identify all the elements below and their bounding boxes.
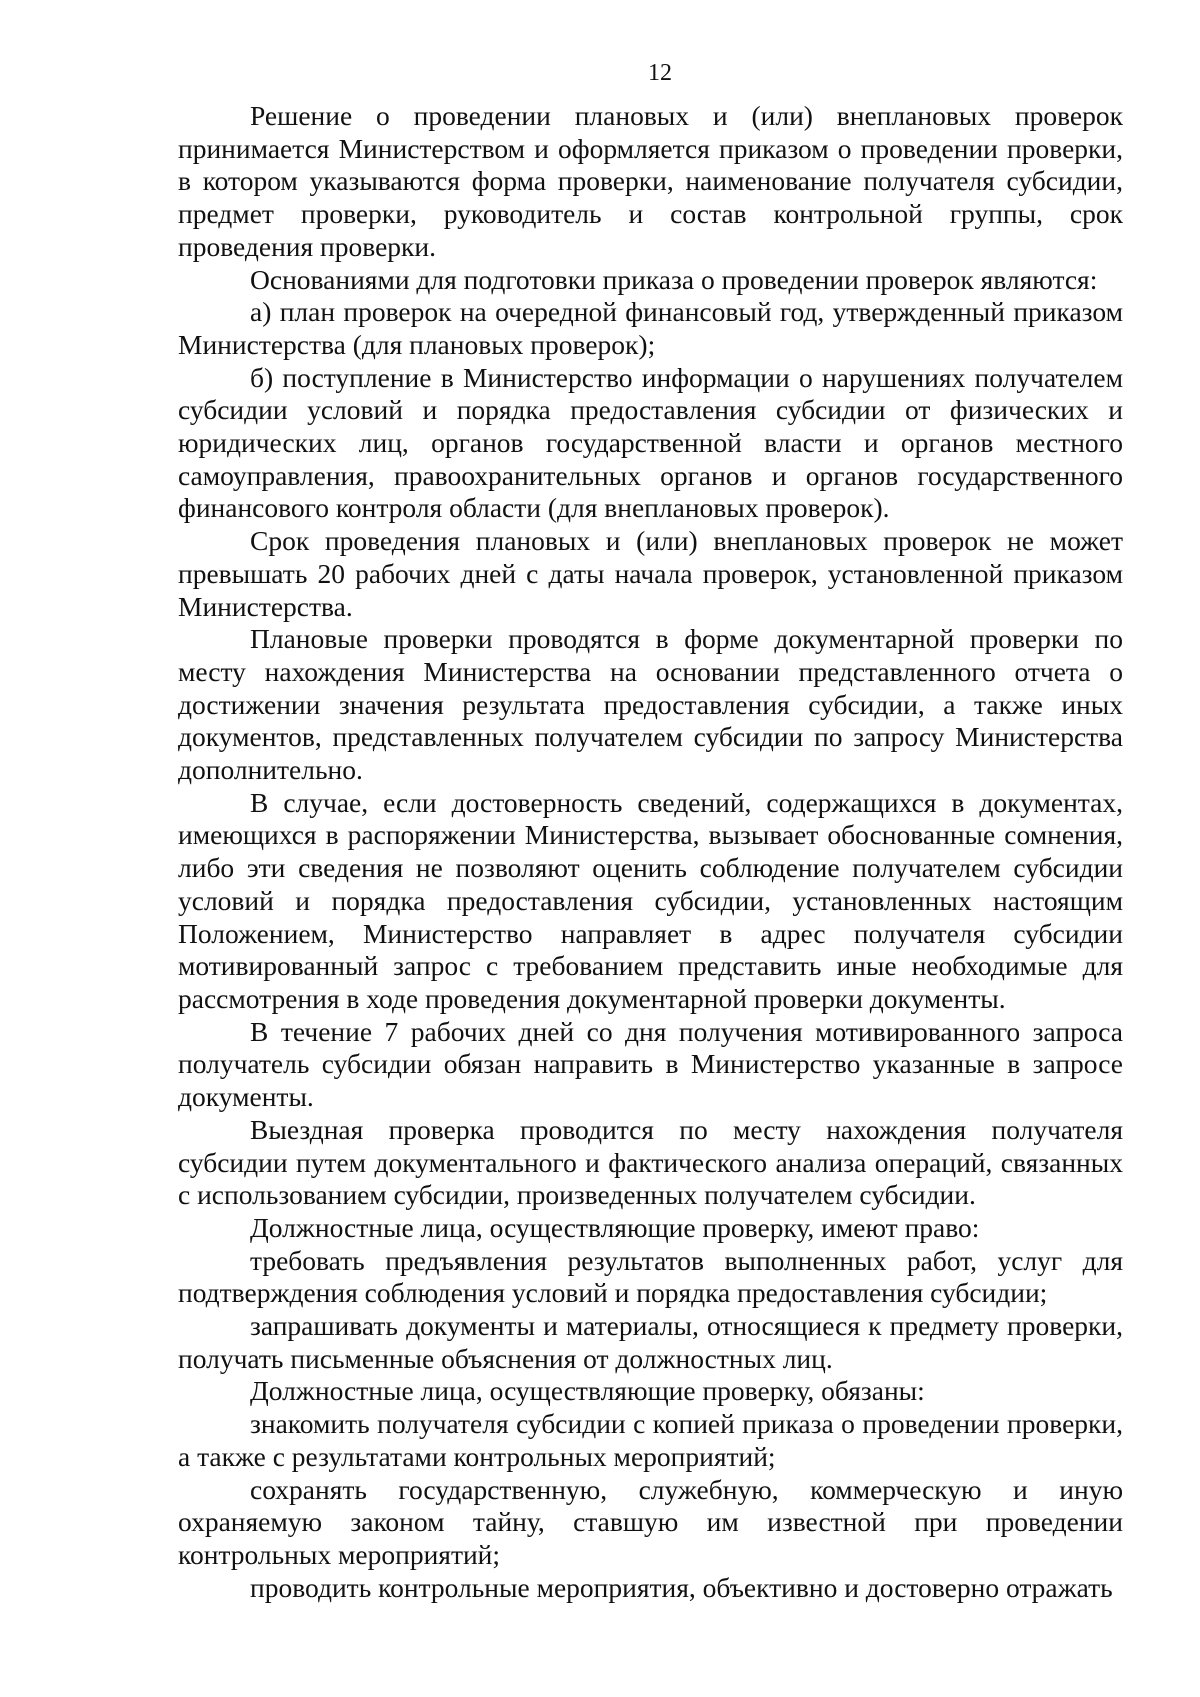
document-body (178, 100, 1123, 1604)
paragraph-right-request: запрашивать документы и материалы, относящиеся к предмету проверки, получать письменные объяснения от должностных лиц. (178, 1310, 1123, 1374)
paragraph-right-demand: требовать предъявления результатов выполненных работ, услуг для подтверждения соблюдения условий и порядка предоставления субсидии; (178, 1244, 1123, 1309)
paragraph-duty-conduct: проводить контрольные мероприятия, объективно и достоверно отражать (250, 1571, 1113, 1603)
paragraph-grounds: Основаниями для подготовки приказа о проведении проверок являются: (250, 263, 1098, 295)
paragraph-duty-secrecy: сохранять государственную, служебную, коммерческую и иную охраняемую законом тайну, ставшую им известной при проведении контрольных мероприятий; (178, 1473, 1123, 1570)
paragraph-item-a: а) план проверок на очередной финансовый год, утвержденный приказом Министерства (для плановых проверок); (178, 296, 1123, 360)
paragraph-item-b: б) поступление в Министерство информации о нарушениях получателем субсидии условий и порядка предоставления субсидии от физических и юридических лиц, органов государственной власти и органов местного самоуправления, правоохранительных органов и органов государственного финансового контроля области (для внеплановых проверок). (178, 361, 1123, 524)
paragraph-decision: Решение о проведении плановых и (или) внеплановых проверок принимается Министерством и оформляется приказом о проведении проверки, в котором указываются форма проверки, наименование получателя субсидии, предмет проверки, руководитель и состав контрольной группы, срок проведения проверки. (178, 100, 1123, 262)
paragraph-reliability: В случае, если достоверность сведений, содержащихся в документах, имеющихся в распоряжении Министерства, вызывает обоснованные сомнения, либо эти сведения не позволяют оценить соблюдение получателем субсидии условий и порядка предоставления субсидии, установленных настоящим Положением, Министерство направляет в адрес получателя субсидии мотивированный запрос с требованием представить иные необходимые для рассмотрения в ходе проведения документарной проверки документы. (178, 786, 1123, 1014)
paragraph-rights-heading: Должностные лица, осуществляющие проверку, имеют право: (250, 1211, 980, 1243)
paragraph-seven-days: В течение 7 рабочих дней со дня получения мотивированного запроса получатель субсидии обязан направить в Министерство указанные в запросе документы. (178, 1015, 1123, 1113)
paragraph-duties-heading: Должностные лица, осуществляющие проверку, обязаны: (250, 1375, 925, 1407)
page-number: 12 (648, 60, 672, 86)
paragraph-planned-checks: Плановые проверки проводятся в форме документарной проверки по месту нахождения Министерства на основании представленного отчета о достижении значения результата предоставления субсидии, а также иных документов, представленных получателем субсидии по запросу Министерства дополнительно. (178, 623, 1123, 786)
paragraph-term: Срок проведения плановых и (или) внеплановых проверок не может превышать 20 рабочих дней с даты начала проверок, установленной приказом Министерства. (178, 525, 1123, 622)
paragraph-duty-acquaint: знакомить получателя субсидии с копией приказа о проведении проверки, а также с результатами контрольных мероприятий; (178, 1408, 1123, 1472)
paragraph-onsite-check: Выездная проверка проводится по месту нахождения получателя субсидии путем документального и фактического анализа операций, связанных с использованием субсидии, произведенных получателем субсидии. (178, 1113, 1123, 1211)
